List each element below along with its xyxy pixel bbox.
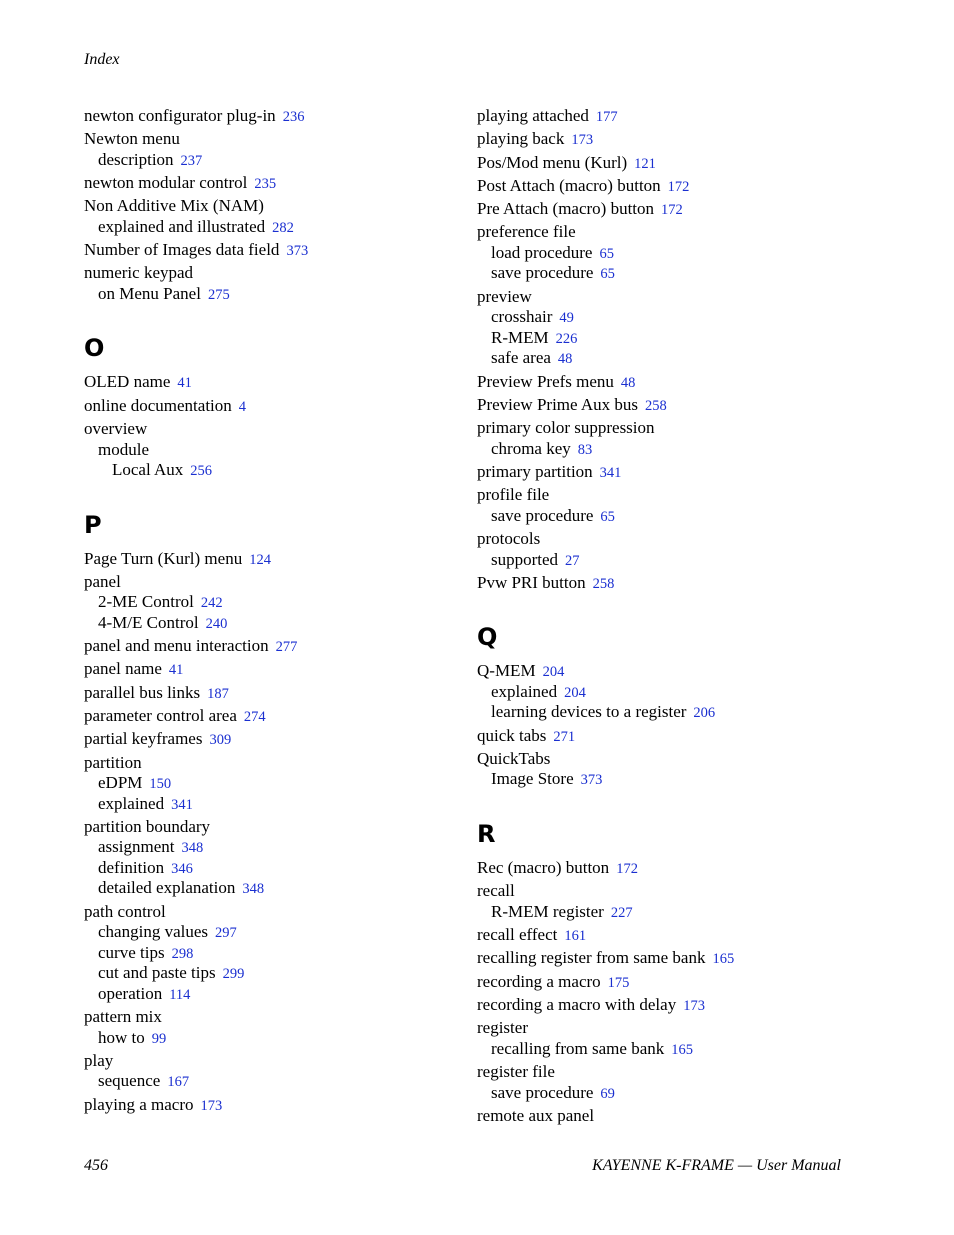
index-term: Non Additive Mix (NAM) (84, 196, 264, 216)
index-term: panel and menu interaction (84, 636, 269, 656)
index-term: recalling from same bank (491, 1038, 665, 1058)
index-term-line (477, 529, 877, 550)
index-entry (84, 372, 444, 393)
index-entry (84, 263, 444, 304)
index-entry (477, 925, 877, 946)
index-entry (477, 1062, 877, 1103)
index-column-left (84, 106, 444, 1118)
index-subentry (84, 773, 444, 794)
index-term: register (477, 1018, 528, 1038)
index-term: save procedure (491, 1082, 594, 1102)
index-term: preview (477, 286, 532, 306)
index-term-line (477, 881, 877, 902)
index-entry (84, 106, 444, 127)
page-reference-link[interactable]: 172 (661, 202, 683, 219)
index-term-line (477, 749, 877, 770)
index-subentry (477, 348, 877, 369)
index-term: curve tips (98, 942, 165, 962)
index-subentry (84, 984, 444, 1005)
index-entry (84, 196, 444, 237)
index-term: remote aux panel (477, 1105, 595, 1125)
page-reference-link[interactable]: 235 (254, 176, 277, 193)
page-reference-link[interactable]: 346 (171, 860, 193, 877)
index-term: recall effect (477, 925, 558, 945)
page-reference-link[interactable]: 177 (595, 109, 618, 125)
index-term-line (84, 572, 444, 593)
index-entry (84, 902, 444, 1005)
index-term-line (84, 683, 444, 704)
index-subentry (84, 1028, 444, 1049)
index-subentry (477, 682, 877, 703)
page-reference-link[interactable]: 83 (577, 441, 593, 458)
index-subentry (477, 769, 877, 790)
index-term-line (84, 1007, 444, 1028)
index-term-line (477, 726, 877, 747)
page-reference-link[interactable]: 173 (200, 1097, 223, 1114)
index-term: path control (84, 901, 166, 921)
index-subentry (84, 440, 444, 461)
index-entry (84, 1007, 444, 1048)
page-reference-link[interactable]: 274 (243, 709, 266, 726)
index-term: operation (98, 983, 163, 1003)
index-term-line (477, 129, 877, 150)
index-entry (84, 572, 444, 634)
index-term-line (477, 1062, 877, 1083)
index-term: primary partition (477, 461, 593, 481)
index-term: profile file (477, 485, 550, 505)
index-term: 4-M/E Control (98, 612, 199, 632)
index-term: overview (84, 419, 148, 439)
section-letter: R (477, 819, 496, 848)
index-entry (477, 881, 877, 922)
index-entry (477, 529, 877, 570)
index-entry (84, 636, 444, 657)
index-term: partial keyframes (84, 729, 203, 749)
page-reference-link[interactable]: 4 (238, 398, 247, 415)
index-subentry (84, 460, 444, 481)
page-reference-link[interactable]: 256 (190, 463, 213, 480)
page-reference-link[interactable]: 167 (167, 1074, 190, 1091)
index-entry (84, 706, 444, 727)
index-term-line (477, 1106, 877, 1127)
index-entry (477, 726, 877, 747)
index-entry (84, 173, 444, 194)
index-term: parallel bus links (84, 682, 201, 702)
index-term-line (477, 418, 877, 439)
index-entry (84, 1051, 444, 1092)
index-term-line (84, 1095, 444, 1116)
index-term: cut and paste tips (98, 963, 216, 983)
index-term-line (84, 1051, 444, 1072)
index-term: recall (477, 881, 515, 901)
document-title: KAYENNE K-FRAME — User Manual (592, 1157, 841, 1174)
index-term: partition boundary (84, 816, 211, 836)
index-term: crosshair (491, 307, 553, 327)
index-entry (477, 153, 877, 174)
page-reference-link[interactable]: 298 (171, 945, 194, 962)
index-subentry (84, 837, 444, 858)
page-reference-link[interactable]: 69 (600, 1085, 615, 1102)
index-term-line (477, 485, 877, 506)
running-head: Index (84, 51, 120, 68)
index-term: save procedure (491, 263, 594, 283)
index-entry (477, 372, 877, 393)
page-reference-link[interactable]: 173 (571, 132, 594, 149)
index-term: Newton menu (84, 129, 180, 149)
index-term: Pos/Mod menu (Kurl) (477, 152, 628, 172)
index-subentry (477, 243, 877, 264)
index-term: learning devices to a register (491, 702, 687, 722)
index-subentry (477, 263, 877, 284)
index-term: primary color suppression (477, 418, 655, 438)
page-reference-link[interactable]: 258 (645, 397, 667, 414)
index-term: parameter control area (84, 706, 237, 726)
index-term-line (477, 153, 877, 174)
index-term-line (84, 659, 444, 680)
page-reference-link[interactable]: 172 (616, 860, 638, 877)
page-reference-link[interactable]: 373 (580, 772, 603, 789)
index-term-line (84, 129, 444, 150)
index-term-line (477, 948, 877, 969)
index-term: playing back (477, 129, 565, 149)
index-term: newton modular control (84, 173, 248, 193)
index-term: safe area (491, 348, 551, 368)
page-reference-link[interactable]: 282 (272, 219, 294, 236)
page-reference-link[interactable]: 206 (693, 705, 716, 722)
page-reference-link[interactable]: 48 (557, 351, 573, 368)
section-letter: Q (477, 623, 498, 652)
page-reference-link[interactable]: 172 (667, 178, 690, 195)
index-subentry (84, 794, 444, 815)
index-term: partition (84, 752, 142, 772)
page-reference-link[interactable]: 161 (564, 928, 587, 945)
index-term-line (84, 817, 444, 838)
index-term: Number of Images data field (84, 240, 280, 260)
index-term-line (84, 419, 444, 440)
index-subentry (477, 550, 877, 571)
page-reference-link[interactable]: 258 (592, 575, 615, 592)
index-term-line (477, 1018, 877, 1039)
page-reference-link[interactable]: 242 (200, 595, 223, 612)
index-term: recalling register from same bank (477, 948, 706, 968)
index-term-line (84, 706, 444, 727)
index-term: Image Store (491, 769, 574, 789)
page-reference-link[interactable]: 348 (242, 881, 265, 898)
index-entry (477, 485, 877, 526)
index-term: eDPM (98, 773, 143, 793)
index-term: recording a macro with delay (477, 994, 677, 1014)
index-term: playing a macro (84, 1094, 194, 1114)
page-reference-link[interactable]: 165 (671, 1041, 693, 1058)
page-reference-link[interactable]: 175 (607, 974, 630, 991)
index-subentry (84, 284, 444, 305)
index-term-line (84, 263, 444, 284)
page-reference-link[interactable]: 99 (151, 1030, 167, 1047)
index-term-line (477, 995, 877, 1016)
index-term: load procedure (491, 242, 593, 262)
index-subentry (84, 592, 444, 613)
index-term: playing attached (477, 106, 589, 125)
index-entry (477, 129, 877, 150)
index-entry (84, 549, 444, 570)
index-term-line (84, 753, 444, 774)
page-reference-link[interactable]: 227 (610, 904, 633, 921)
index-entry (84, 817, 444, 899)
page-reference-link[interactable]: 240 (205, 615, 228, 632)
index-term: Preview Prefs menu (477, 371, 614, 391)
index-entry (477, 1106, 877, 1127)
index-term: 2-ME Control (98, 592, 194, 612)
page-reference-link[interactable]: 226 (555, 330, 578, 347)
index-term: sequence (98, 1071, 161, 1091)
index-term: Pre Attach (macro) button (477, 199, 655, 219)
index-subentry (84, 1071, 444, 1092)
page-reference-link[interactable]: 309 (209, 732, 232, 749)
index-entry (84, 659, 444, 680)
index-subentry (84, 217, 444, 238)
index-term: register file (477, 1062, 555, 1082)
page-reference-link[interactable]: 341 (171, 796, 193, 813)
index-term: panel name (84, 659, 162, 679)
page-reference-link[interactable]: 150 (149, 776, 172, 793)
index-term-line (477, 199, 877, 220)
index-term-line (84, 196, 444, 217)
index-entry (84, 129, 444, 170)
page-reference-link[interactable]: 204 (564, 684, 586, 701)
page-reference-link[interactable]: 187 (207, 685, 229, 702)
page-reference-link[interactable]: 124 (249, 551, 271, 568)
index-term-line (477, 395, 877, 416)
index-term: Q-MEM (477, 661, 536, 681)
page-reference-link[interactable]: 236 (282, 109, 305, 125)
index-subentry (477, 506, 877, 527)
index-subentry (477, 328, 877, 349)
page-reference-link[interactable]: 49 (559, 310, 574, 327)
index-subentry (477, 1083, 877, 1104)
page-reference-link[interactable]: 65 (600, 508, 615, 525)
index-term: chroma key (491, 438, 571, 458)
index-term: explained (98, 793, 165, 813)
index-term-line (84, 549, 444, 570)
page-reference-link[interactable]: 277 (275, 639, 298, 656)
index-term-line (84, 240, 444, 261)
index-term: panel (84, 571, 121, 591)
index-entry (477, 106, 877, 127)
index-term: save procedure (491, 505, 594, 525)
index-term-line (84, 636, 444, 657)
index-term: QuickTabs (477, 748, 551, 768)
index-term-line (477, 106, 877, 127)
page-reference-link[interactable]: 121 (634, 155, 656, 172)
page-reference-link[interactable]: 41 (177, 375, 192, 392)
index-subentry (477, 307, 877, 328)
index-entry (477, 573, 877, 594)
page-reference-link[interactable]: 27 (565, 552, 580, 569)
index-subentry (477, 902, 877, 923)
page-reference-link[interactable]: 299 (222, 966, 245, 983)
index-term: on Menu Panel (98, 283, 201, 303)
index-term: newton configurator plug-in (84, 106, 276, 125)
index-term-line (84, 902, 444, 923)
index-entry (477, 176, 877, 197)
index-entry (84, 729, 444, 750)
page-reference-link[interactable]: 373 (286, 243, 309, 260)
index-term-line (84, 372, 444, 393)
page-reference-link[interactable]: 114 (169, 986, 191, 1003)
index-entry (477, 199, 877, 220)
index-term-line (477, 287, 877, 308)
index-term: Pvw PRI button (477, 572, 586, 592)
page-reference-link[interactable]: 237 (180, 152, 203, 169)
index-column-right (477, 106, 877, 1129)
index-subentry (84, 922, 444, 943)
index-entry (84, 1095, 444, 1116)
index-term: supported (491, 549, 559, 569)
index-term-line (84, 106, 444, 127)
index-subentry (84, 963, 444, 984)
page-reference-link[interactable]: 204 (542, 664, 565, 681)
index-term: online documentation (84, 395, 232, 415)
index-term-line (84, 173, 444, 194)
index-entry (477, 287, 877, 369)
index-term-line (477, 661, 877, 682)
page-reference-link[interactable]: 41 (168, 662, 184, 679)
page-reference-link[interactable]: 65 (599, 245, 614, 262)
index-subentry (84, 613, 444, 634)
index-term: Page Turn (Kurl) menu (84, 548, 243, 568)
index-subentry (84, 943, 444, 964)
index-term: R-MEM (491, 327, 549, 347)
page-reference-link[interactable]: 341 (599, 464, 622, 481)
index-term-line (477, 858, 877, 879)
index-term-line (477, 462, 877, 483)
index-entry (477, 972, 877, 993)
index-subentry (477, 439, 877, 460)
index-entry (477, 661, 877, 723)
index-entry (477, 1018, 877, 1059)
index-term-line (477, 925, 877, 946)
index-term-line (477, 972, 877, 993)
page-reference-link[interactable]: 348 (181, 840, 204, 857)
index-term: Post Attach (macro) button (477, 175, 661, 195)
index-term: assignment (98, 837, 175, 857)
index-entry (84, 419, 444, 481)
index-term: R-MEM register (491, 901, 604, 921)
index-term-line (84, 396, 444, 417)
index-term: OLED name (84, 372, 171, 392)
index-entry (477, 395, 877, 416)
index-term: protocols (477, 529, 541, 549)
page-reference-link[interactable]: 173 (683, 997, 705, 1014)
index-term-line (477, 573, 877, 594)
index-term: module (98, 439, 149, 459)
index-entry (477, 222, 877, 284)
index-term: numeric keypad (84, 263, 194, 283)
index-term-line (477, 372, 877, 393)
index-entry (84, 753, 444, 815)
page-reference-link[interactable]: 271 (553, 728, 576, 745)
index-term: description (98, 149, 174, 169)
index-term: pattern mix (84, 1007, 162, 1027)
index-subentry (477, 1039, 877, 1060)
page-reference-link[interactable]: 297 (215, 925, 237, 942)
section-letter: P (84, 510, 102, 539)
index-term: play (84, 1050, 114, 1070)
index-term: changing values (98, 922, 208, 942)
section-letter: O (84, 334, 105, 363)
index-term: Local Aux (112, 460, 184, 480)
page-reference-link[interactable]: 48 (620, 374, 636, 391)
index-entry (477, 462, 877, 483)
index-term: recording a macro (477, 971, 601, 991)
index-term: detailed explanation (98, 878, 236, 898)
page-reference-link[interactable]: 275 (207, 286, 230, 303)
index-entry (84, 240, 444, 261)
index-entry (477, 948, 877, 969)
page-number: 456 (84, 1157, 108, 1174)
page-reference-link[interactable]: 65 (600, 266, 615, 283)
index-subentry (84, 858, 444, 879)
index-term-line (477, 176, 877, 197)
index-term: Rec (macro) button (477, 857, 610, 877)
index-term: definition (98, 857, 165, 877)
index-subentry (477, 702, 877, 723)
index-entry (477, 418, 877, 459)
index-subentry (84, 878, 444, 899)
index-term: how to (98, 1027, 145, 1047)
index-entry (477, 749, 877, 790)
index-entry (84, 396, 444, 417)
index-term: explained (491, 681, 558, 701)
index-entry (477, 995, 877, 1016)
index-entry (84, 683, 444, 704)
index-term-line (477, 222, 877, 243)
index-term: explained and illustrated (98, 216, 266, 236)
index-term-line (84, 729, 444, 750)
index-term: Preview Prime Aux bus (477, 394, 639, 414)
index-term: quick tabs (477, 725, 547, 745)
index-subentry (84, 150, 444, 171)
page-reference-link[interactable]: 165 (712, 951, 735, 968)
index-entry (477, 858, 877, 879)
index-term: preference file (477, 222, 576, 242)
